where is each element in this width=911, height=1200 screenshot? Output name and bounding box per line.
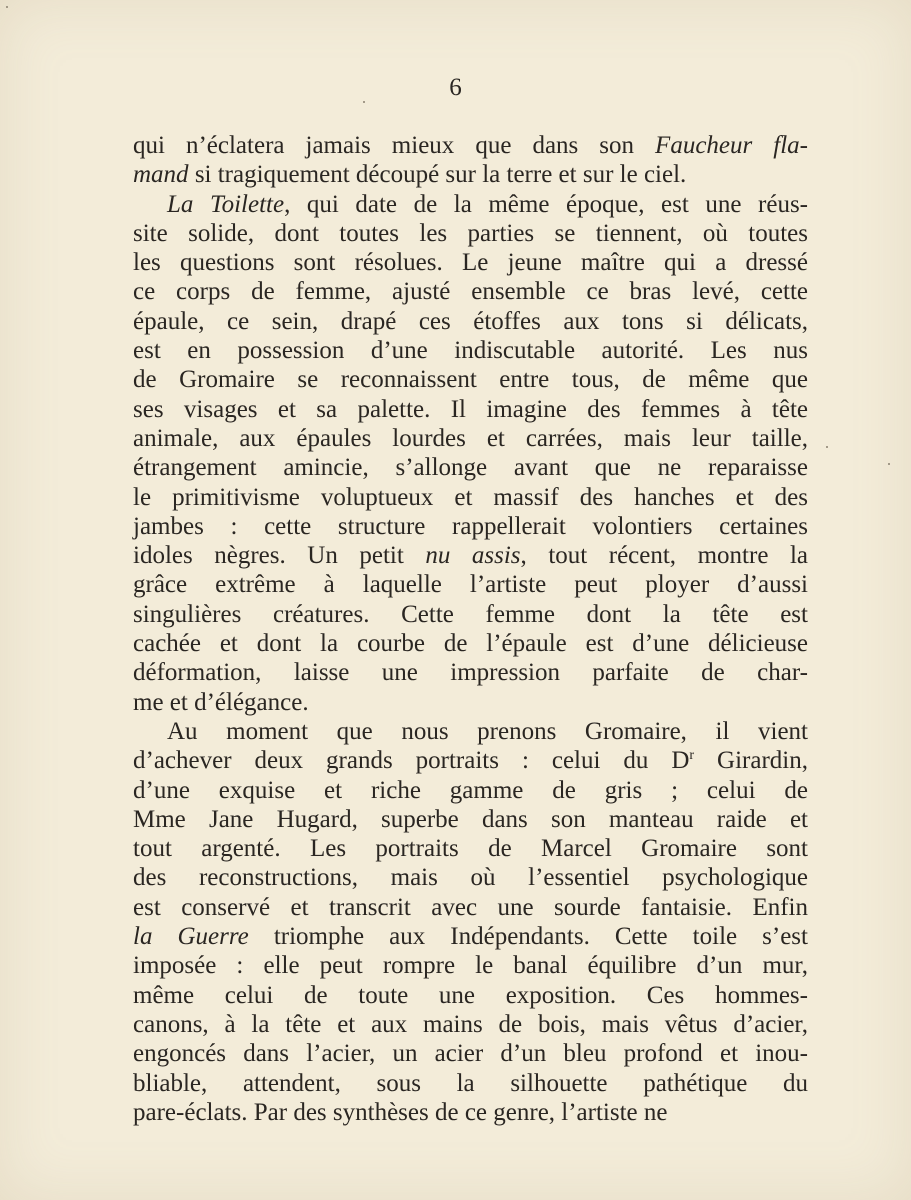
text-run: jambes : cette structure rappellerait volontiers certaines [133, 512, 808, 540]
text-line [133, 1039, 808, 1068]
text-run: site solide, dont toutes les parties se tiennent, où toutes [133, 219, 808, 247]
text-run: si tragiquement découpé sur la terre et sur le ciel. [188, 161, 687, 189]
text-line [133, 1098, 808, 1127]
text-run: des reconstructions, mais où l’essentiel psychologique [133, 864, 808, 892]
text-run: épaule, ce sein, drapé ces étoffes aux tons si délicats, [133, 307, 808, 335]
italic-run: nu assis [425, 542, 521, 570]
text-run: ce corps de femme, ajusté ensemble ce bras levé, cette [133, 278, 808, 306]
text-line [133, 365, 808, 394]
paper-speck [826, 446, 828, 448]
text-run: ses visages et sa palette. Il imagine des femmes à tête [133, 395, 808, 423]
text-line [133, 746, 808, 775]
text-run: canons, à la tête et aux mains de bois, mais vêtus d’acier, [133, 1010, 808, 1038]
superscript: r [689, 748, 695, 764]
text-line [133, 483, 808, 512]
text-line [133, 629, 808, 658]
text-line [133, 512, 808, 541]
text-run: d’une exquise et riche gamme de gris ; celui de [133, 776, 808, 804]
text-line [133, 160, 808, 189]
text-line [133, 863, 808, 892]
text-run: tout argenté. Les portraits de Marcel Gromaire sont [133, 835, 808, 863]
text-run: pare-éclats. Par des synthèses de ce genre, l’artiste ne [133, 1098, 668, 1126]
text-line [133, 541, 808, 570]
text-run: le primitivisme voluptueux et massif des hanches et des [133, 483, 808, 511]
text-line [133, 570, 808, 599]
italic-run: Faucheur fla- [655, 132, 808, 159]
paper-speck [888, 463, 890, 465]
text-line [133, 805, 808, 834]
text-run: singulières créatures. Cette femme dont la tête est [133, 600, 808, 628]
text-run: Mme Jane Hugard, superbe dans son manteau raide et [133, 805, 808, 833]
body-text [133, 131, 808, 1127]
text-run: grâce extrême à laquelle l’artiste peut ployer d’aussi [133, 571, 808, 599]
text-run: engoncés dans l’acier, un acier d’un bleu profond et inou- [133, 1040, 808, 1068]
text-run: même celui de toute une exposition. Ces hommes- [133, 981, 808, 1009]
text-line [133, 951, 808, 980]
text-line [133, 776, 808, 805]
text-run: , tout récent, montre la [520, 542, 808, 570]
paper-speck [363, 101, 365, 103]
text-run: imposée : elle peut rompre le banal équilibre d’un mur, [133, 952, 808, 980]
text-run: est conservé et transcrit avec une sourde fantaisie. Enfin [133, 893, 808, 921]
text-run: déformation, laisse une impression parfaite de char- [133, 659, 808, 687]
text-run: Au moment que nous prenons Gromaire, il vient [167, 717, 808, 745]
text-line [133, 658, 808, 687]
text-line [133, 688, 808, 717]
text-line [133, 424, 808, 453]
text-line [133, 893, 808, 922]
text-run: animale, aux épaules lourdes et carrées, mais leur taille, [133, 424, 808, 452]
text-line [133, 453, 808, 482]
text-line [133, 248, 808, 277]
text-line [133, 395, 808, 424]
text-run: est en possession d’une indiscutable autorité. Les nus [133, 337, 808, 365]
text-line [133, 1069, 808, 1098]
text-run: idoles nègres. Un petit [133, 542, 426, 570]
italic-run: la Guerre [133, 923, 249, 951]
text-run: d’achever deux grands portraits : celui du D [133, 747, 690, 775]
text-line [133, 307, 808, 336]
text-line [133, 1010, 808, 1039]
text-run: cachée et dont la courbe de l’épaule est d’une délicieuse [133, 630, 808, 658]
text-run: les questions sont résolues. Le jeune maître qui a dressé [133, 249, 808, 277]
text-run: étrangement amincie, s’allonge avant que ne reparaisse [133, 454, 808, 482]
text-line [133, 219, 808, 248]
text-line [133, 717, 808, 746]
text-run: de Gromaire se reconnaissent entre tous, de même que [133, 366, 808, 394]
page-number: 6 [449, 74, 462, 101]
text-line [133, 336, 808, 365]
text-run: triomphe aux Indépendants. Cette toile s’est [248, 923, 808, 951]
italic-run: La Toilette [167, 190, 285, 218]
text-line [133, 922, 808, 951]
text-line [133, 834, 808, 863]
text-run: Girardin, [694, 747, 808, 775]
italic-run: mand [133, 161, 189, 189]
text-line [133, 190, 808, 219]
paper-speck [6, 6, 8, 8]
text-run: , qui date de la même époque, est une réus- [284, 190, 808, 218]
text-line [133, 131, 808, 160]
text-run: bliable, attendent, sous la silhouette pathétique du [133, 1069, 808, 1097]
text-line [133, 277, 808, 306]
text-line [133, 600, 808, 629]
text-line [133, 981, 808, 1010]
text-run: me et d’élégance. [133, 688, 309, 716]
text-run: qui n’éclatera jamais mieux que dans son [133, 132, 656, 159]
